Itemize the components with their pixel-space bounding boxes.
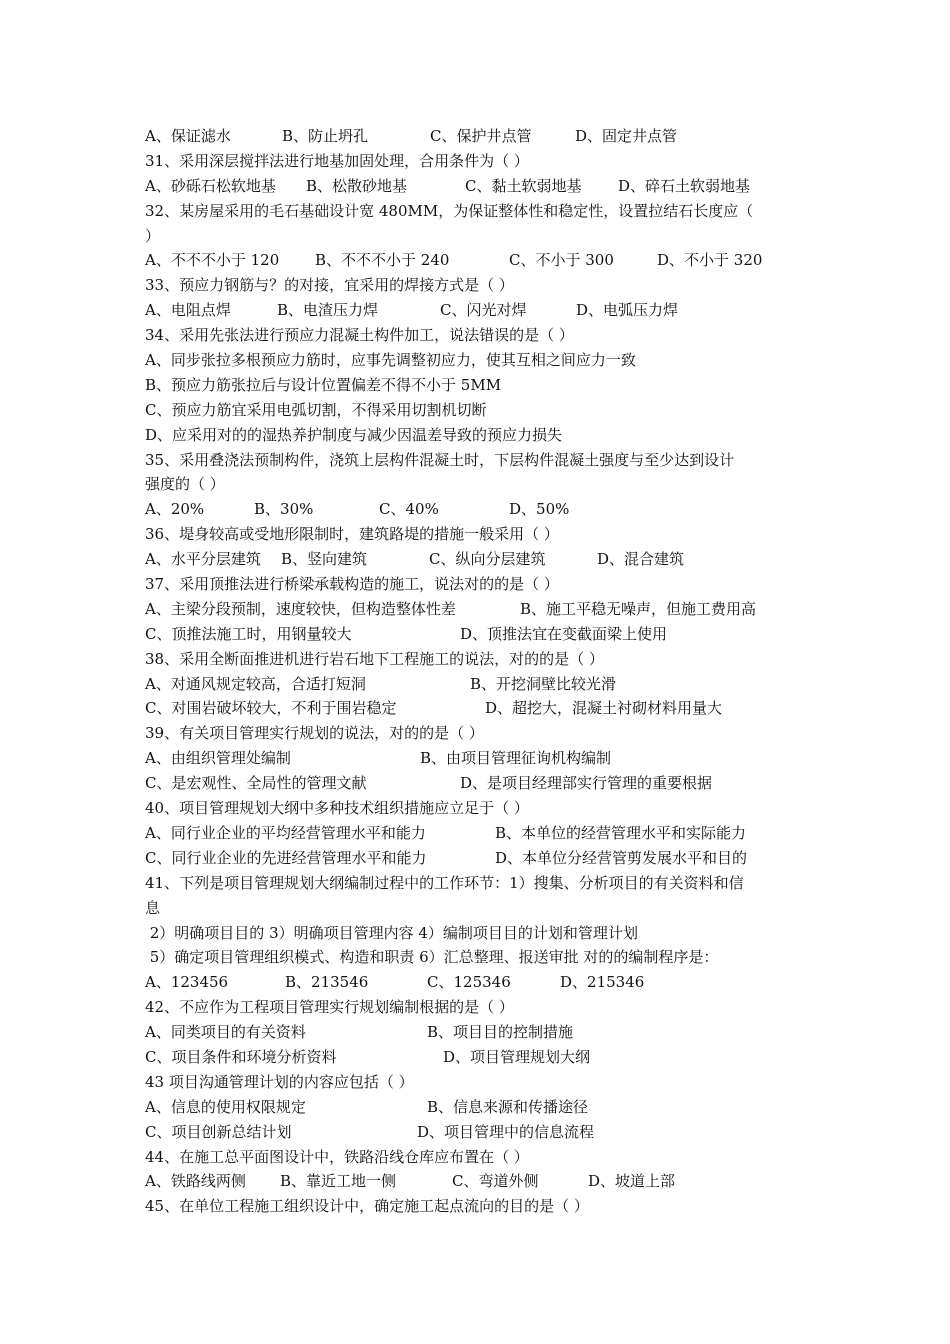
answer-option: C、是宏观性、全局性的管理文献 (145, 774, 367, 793)
answer-option: D、是项目经理部实行管理的重要根据 (460, 774, 713, 793)
answer-option: C、项目创新总结计划 (145, 1122, 292, 1141)
answer-option: B、防止坍孔 (282, 127, 369, 145)
answer-option: B、竖向建筑 (281, 550, 368, 569)
text-line: 34、采用先张法进行预应力混凝土构件加工，说法错误的是（ ） (145, 326, 574, 345)
text-line: 43 项目沟通管理计划的内容应包括（ ） (145, 1072, 414, 1091)
text-line: 42、不应作为工程项目管理实行规划编制根据的是（ ） (145, 998, 514, 1017)
answer-option: A、主梁分段预制，速度较快，但构造整体性差 (145, 599, 456, 618)
answer-options-line (145, 124, 815, 149)
answer-options-line (145, 746, 815, 771)
answer-option: B、本单位的经营管理水平和实际能力 (495, 823, 747, 842)
answer-option: D、项目管理规划大纲 (443, 1047, 591, 1066)
answer-option: C、保护井点管 (430, 127, 532, 145)
text-line: 44、在施工总平面图设计中，铁路沿线仓库应布置在（ ） (145, 1147, 529, 1166)
text-line: 45、在单位工程施工组织设计中，确定施工起点流向的目的是（ ） (145, 1197, 589, 1216)
answer-option: B、不不不小于 240 (315, 251, 450, 270)
answer-options-line (145, 1020, 815, 1045)
answer-option: D、215346 (560, 973, 645, 992)
answer-options-line (145, 248, 815, 273)
answer-options-line (145, 547, 815, 572)
answer-option: C、不小于 300 (509, 251, 614, 270)
answer-options-line (145, 846, 815, 871)
answer-option: D、50% (509, 500, 570, 519)
answer-option: B、开挖洞壁比较光滑 (470, 674, 617, 693)
answer-options-line (145, 597, 815, 622)
answer-option: A、同类项目的有关资料 (145, 1023, 306, 1042)
answer-option: D、不小于 320 (657, 251, 763, 270)
answer-options-line (145, 622, 815, 647)
answer-options-line (145, 298, 815, 323)
answer-option: B、信息来源和传播途径 (427, 1097, 589, 1116)
answer-option: D、固定井点管 (575, 127, 678, 145)
answer-option: C、40% (379, 500, 439, 519)
text-line: ） (145, 226, 161, 245)
text-line: 31、采用深层搅拌法进行地基加固处理，合用条件为（ ） (145, 151, 529, 170)
text-line: 39、有关项目管理实行规划的说法，对的的是（ ） (145, 724, 484, 743)
text-line: 37、采用顶推法进行桥梁承载构造的施工，说法对的的是（ ） (145, 575, 559, 594)
text-line: 息 (145, 898, 161, 917)
answer-option: B、项目目的控制措施 (427, 1023, 574, 1042)
text-line: C、预应力筋宜采用电弧切割，不得采用切割机切断 (145, 400, 487, 419)
answer-option: C、项目条件和环境分析资料 (145, 1047, 337, 1066)
answer-options-line (145, 497, 815, 522)
answer-option: A、铁路线两侧 (145, 1172, 246, 1191)
text-line: B、预应力筋张拉后与设计位置偏差不得不小于 5MM (145, 375, 502, 394)
text-line: 38、采用全断面推进机进行岩石地下工程施工的说法，对的的是（ ） (145, 649, 604, 668)
answer-option: C、对围岩破坏较大，不利于围岩稳定 (145, 699, 397, 718)
answer-option: D、电弧压力焊 (576, 301, 679, 320)
answer-option: A、由组织管理处编制 (145, 749, 291, 768)
answer-options-line (145, 696, 815, 721)
answer-options-line (145, 174, 815, 199)
text-line: A、同步张拉多根预应力筋时，应事先调整初应力，使其互相之间应力一致 (145, 351, 636, 370)
answer-option: A、同行业企业的平均经营管理水平和能力 (145, 823, 426, 842)
text-line: 41、下列是项目管理规划大纲编制过程中的工作环节：1）搜集、分析项目的有关资料和信 (145, 873, 744, 892)
answer-option: C、纵向分层建筑 (429, 550, 546, 569)
answer-options-line (145, 1095, 815, 1120)
answer-option: B、由项目管理征询机构编制 (420, 749, 612, 768)
text-line: D、应采用对的的湿热养护制度与减少因温差导致的预应力损失 (145, 425, 563, 444)
answer-option: A、电阻点焊 (145, 301, 231, 320)
answer-option: D、坡道上部 (588, 1172, 676, 1191)
answer-option: D、碎石土软弱地基 (618, 176, 751, 195)
text-line: 2）明确项目目的 3）明确项目管理内容 4）编制项目目的计划和管理计划 (145, 923, 638, 942)
answer-option: A、水平分层建筑 (145, 550, 261, 569)
text-line: 33、预应力钢筋与？的对接，宜采用的焊接方式是（ ） (145, 276, 514, 295)
answer-option: D、本单位分经营管剪发展水平和目的 (495, 848, 748, 867)
answer-option: B、施工平稳无噪声，但施工费用高 (520, 599, 757, 618)
answer-option: B、靠近工地一侧 (280, 1172, 397, 1191)
answer-option: D、项目管理中的信息流程 (417, 1122, 595, 1141)
answer-option: C、闪光对焊 (440, 301, 527, 320)
answer-option: C、125346 (427, 973, 511, 992)
text-line: 5）确定项目管理组织模式、构造和职责 6）汇总整理、报送审批 对的的编制程序是： (145, 948, 719, 967)
answer-option: C、黏土软弱地基 (465, 176, 582, 195)
answer-option: D、顶推法宜在变截面梁上使用 (460, 624, 668, 643)
answer-option: A、不不不小于 120 (145, 251, 280, 270)
answer-option: C、同行业企业的先进经营管理水平和能力 (145, 848, 427, 867)
answer-options-line (145, 672, 815, 697)
answer-option: A、保证滤水 (145, 127, 231, 145)
text-line: 36、堤身较高或受地形限制时，建筑路堤的措施一般采用（ ） (145, 525, 559, 544)
answer-option: A、砂砾石松软地基 (145, 176, 276, 195)
answer-option: B、电渣压力焊 (277, 301, 379, 320)
answer-option: A、对通风规定较高，合适打短洞 (145, 674, 366, 693)
text-line: 40、项目管理规划大纲中多种技术组织措施应立足于（ ） (145, 799, 529, 818)
exam-question-text (145, 124, 815, 1219)
answer-option: C、弯道外侧 (452, 1172, 539, 1191)
answer-option: C、顶推法施工时，用钢量较大 (145, 624, 352, 643)
text-line: 强度的（ ） (145, 475, 225, 494)
answer-option: A、123456 (145, 973, 229, 992)
answer-options-line (145, 1045, 815, 1070)
answer-option: D、超挖大，混凝土衬砌材料用量大 (485, 699, 723, 718)
answer-options-line (145, 970, 815, 995)
answer-options-line (145, 1120, 815, 1145)
answer-options-line (145, 821, 815, 846)
answer-option: B、30% (254, 500, 314, 519)
answer-option: B、213546 (285, 973, 369, 992)
answer-option: B、松散砂地基 (306, 176, 408, 195)
answer-option: A、20% (145, 500, 205, 519)
answer-options-line (145, 1169, 815, 1194)
answer-options-line (145, 771, 815, 796)
answer-option: A、信息的使用权限规定 (145, 1097, 306, 1116)
text-line: 35、采用叠浇法预制构件，浇筑上层构件混凝土时，下层构件混凝土强度与至少达到设计 (145, 450, 735, 469)
answer-option: D、混合建筑 (597, 550, 685, 569)
text-line: 32、某房屋采用的毛石基础设计宽 480MM，为保证整体性和稳定性，设置拉结石长度应（ (145, 201, 754, 220)
